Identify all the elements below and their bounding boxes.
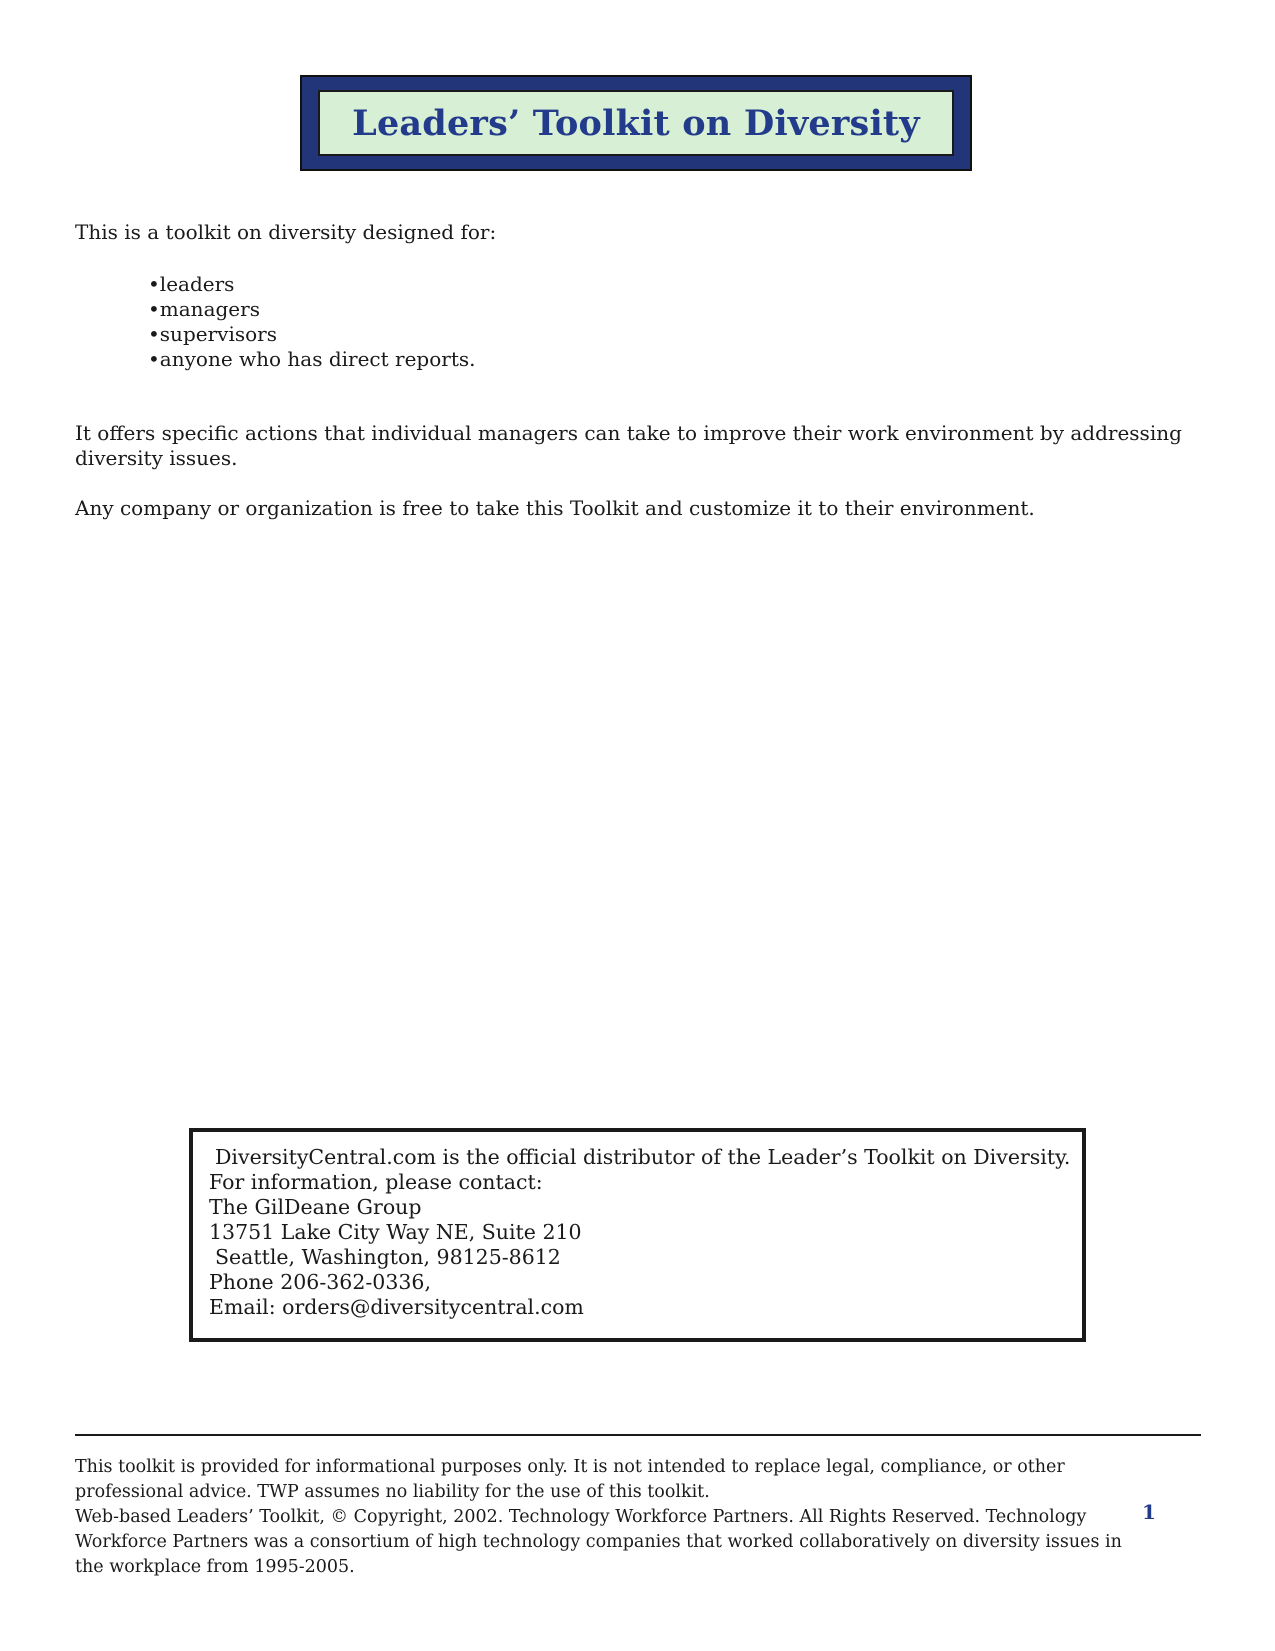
distributor-line: DiversityCentral.com is the official distributor of the Leader’s Toolkit on Diversity. — [215, 1145, 1071, 1169]
paragraph-actions: It offers specific actions that individual managers can take to improve their work environment by addressing diversity issues. — [75, 421, 1182, 470]
paragraph-customize: Any company or organization is free to take this Toolkit and customize it to their environment. — [75, 496, 1035, 520]
footer-disclaimer: This toolkit is provided for informational purposes only. It is not intended to replace legal, compliance, or other professional advice. TWP assumes no liability for the use of this toolkit. — [75, 1457, 1065, 1502]
address-city: Seattle, Washington, 98125-8612 — [215, 1245, 561, 1269]
footer-divider — [75, 1434, 1201, 1436]
list-item: •managers — [148, 297, 260, 321]
info-line: For information, please contact: — [209, 1170, 543, 1194]
intro-text: This is a toolkit on diversity designed for: — [75, 220, 497, 244]
address-street: 13751 Lake City Way NE, Suite 210 — [209, 1220, 582, 1244]
list-item: •anyone who has direct reports. — [148, 347, 476, 371]
organization-name: The GilDeane Group — [209, 1195, 422, 1219]
page-title: Leaders’ Toolkit on Diversity — [352, 102, 920, 144]
title-banner — [300, 75, 972, 171]
email-address: Email: orders@diversitycentral.com — [209, 1295, 584, 1319]
phone-number: Phone 206-362-0336, — [209, 1270, 431, 1294]
audience-list — [148, 272, 476, 372]
contact-box — [189, 1128, 1086, 1342]
list-item: •leaders — [148, 272, 235, 296]
footer-copyright: Web-based Leaders’ Toolkit, © Copyright, 2002. Technology Workforce Partners. All Rights Reserved. Technology Workforce Partners was a consortium of high technology companies that worked collaboratively on diversity issues in the workplace from 1995-2005. — [75, 1507, 1122, 1577]
footer — [75, 1455, 1125, 1580]
page-number: 1 — [1142, 1500, 1156, 1524]
list-item: •supervisors — [148, 322, 277, 346]
title-banner-inner — [318, 90, 954, 156]
